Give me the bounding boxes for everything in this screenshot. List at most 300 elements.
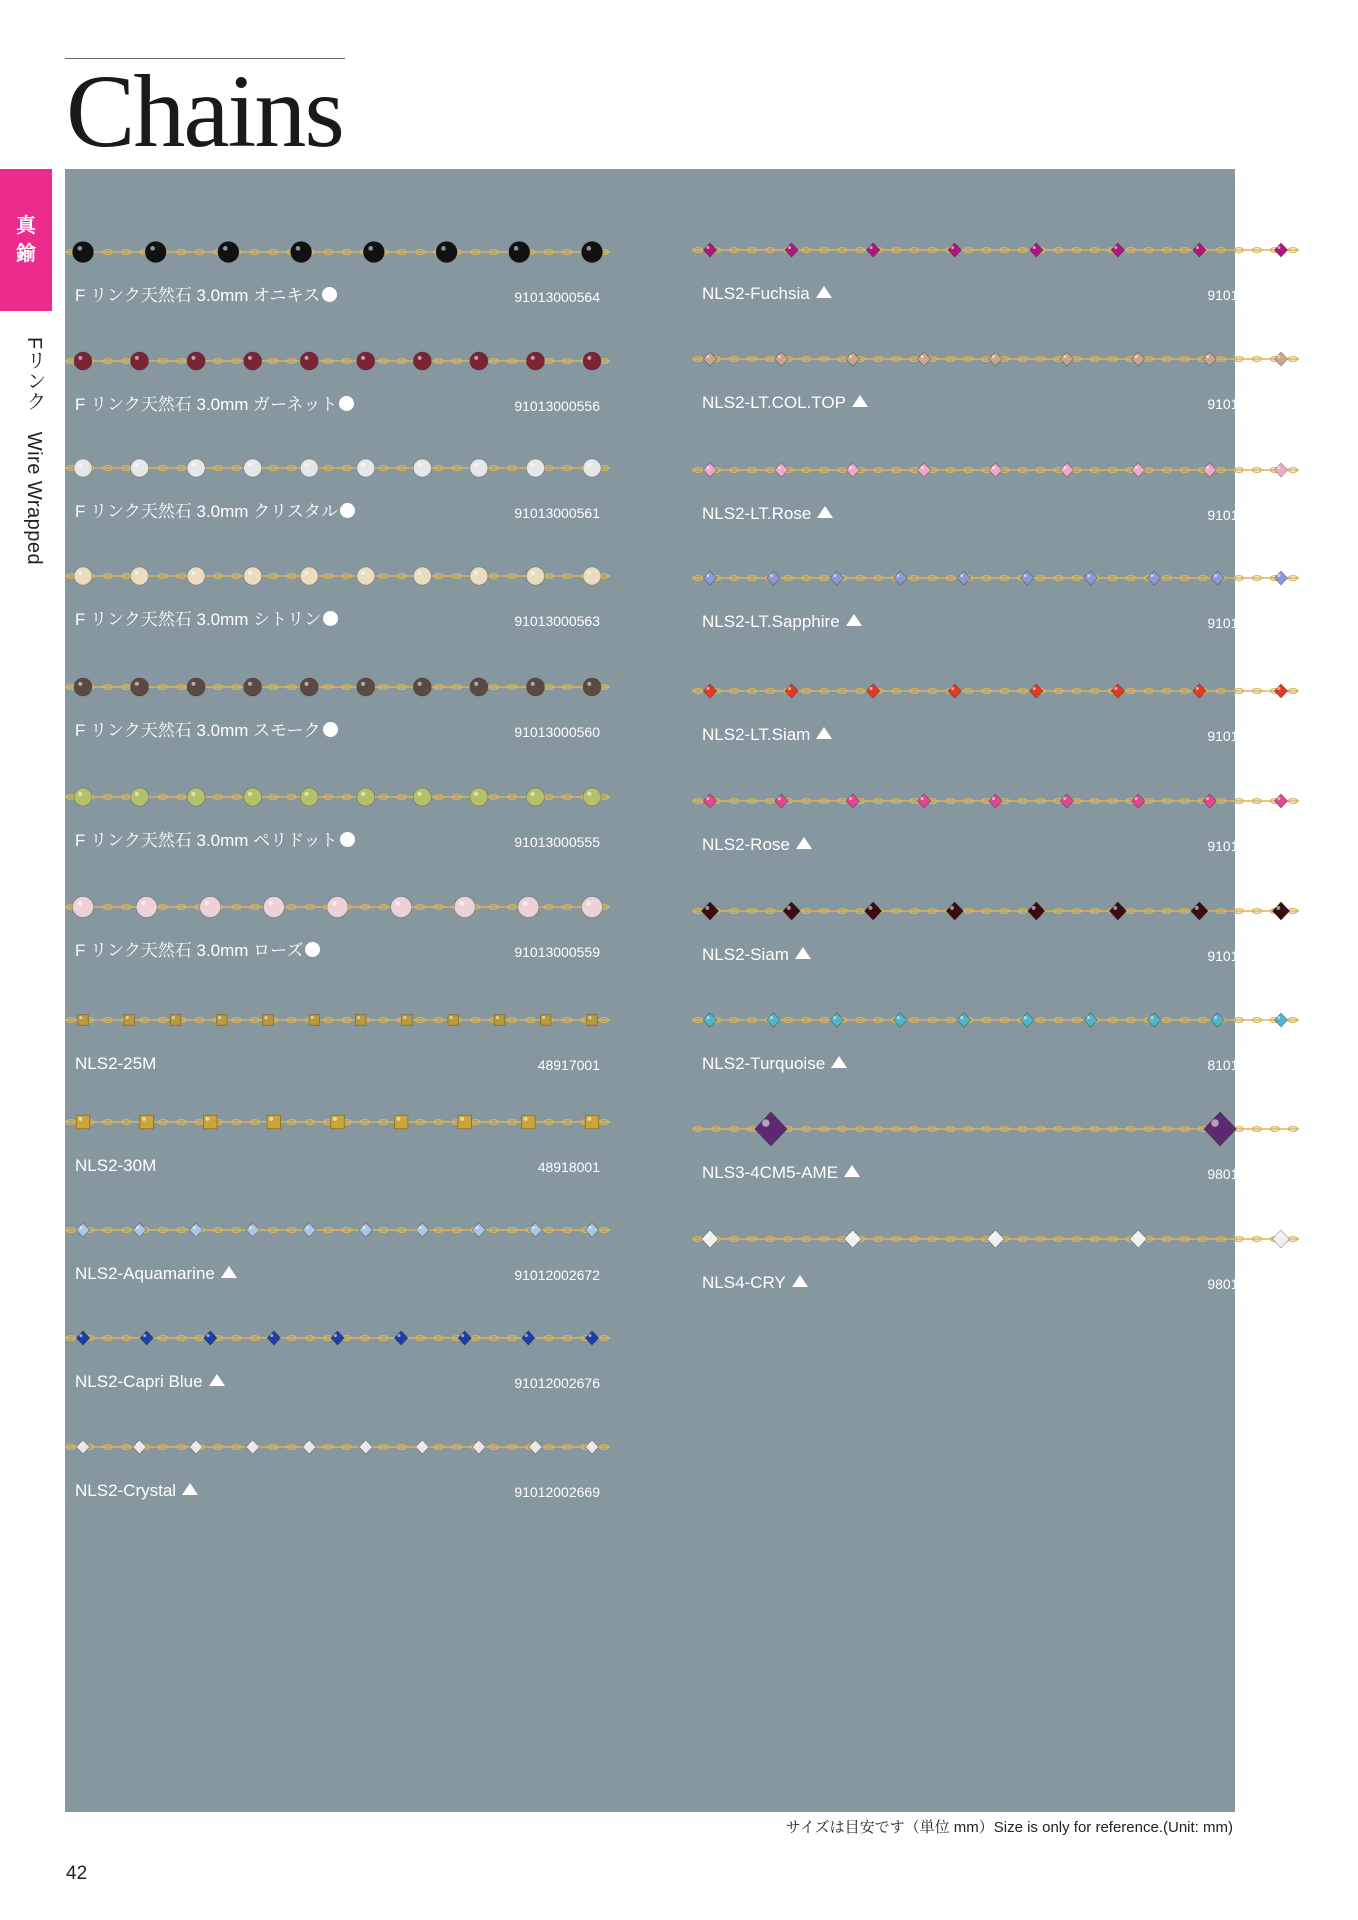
bead (1132, 794, 1145, 808)
bead-highlight (1114, 687, 1117, 690)
bead-highlight (191, 356, 195, 360)
product-code: 91012002687 (1207, 948, 1293, 964)
product-name (702, 610, 862, 634)
bead (470, 678, 488, 696)
bead (1084, 1013, 1097, 1027)
bead (359, 1223, 372, 1237)
bead (73, 897, 94, 918)
product-name-text: F リンク天然石 3.0mm クリスタル (75, 502, 338, 521)
product-code: 91012002683 (1207, 507, 1293, 523)
bead-highlight (588, 1334, 591, 1337)
bead-highlight (248, 792, 252, 796)
bead (76, 1440, 89, 1454)
bead-highlight (461, 1334, 464, 1337)
bead-highlight (849, 797, 852, 800)
page-number: 42 (66, 1863, 88, 1884)
bead-highlight (778, 355, 781, 358)
bead-highlight (587, 571, 591, 575)
bead-highlight (770, 574, 773, 577)
bead (357, 567, 375, 585)
bead (703, 243, 716, 257)
product-code: 48917001 (537, 1057, 600, 1073)
bead (140, 1115, 154, 1129)
product-name (702, 943, 811, 967)
bead-highlight (419, 1226, 422, 1229)
material-tab-char-2: 鍮 (16, 243, 36, 265)
bead (131, 459, 149, 477)
bead (917, 352, 930, 366)
bead-highlight (396, 901, 401, 906)
bead-highlight (396, 1117, 400, 1121)
bead-highlight (1277, 246, 1280, 249)
bead (509, 242, 530, 263)
bead-highlight (531, 463, 535, 467)
bead-highlight (1135, 355, 1138, 358)
product-item (65, 887, 610, 967)
bead (74, 459, 92, 477)
product-item (65, 1000, 610, 1080)
bead-highlight (78, 1117, 82, 1121)
bead-highlight (706, 574, 709, 577)
bead (204, 1115, 218, 1129)
chain-image (65, 448, 610, 488)
bead-highlight (588, 1016, 591, 1019)
product-name (75, 1262, 237, 1286)
product-name (75, 719, 338, 743)
bead-highlight (705, 1234, 709, 1238)
bead (413, 567, 431, 585)
bead-highlight (78, 682, 82, 686)
bead (1111, 684, 1124, 698)
white-triangle-icon (844, 1165, 860, 1177)
product-name (75, 608, 338, 632)
product-name-text: NLS4-CRY (702, 1273, 786, 1292)
bead-highlight (269, 1117, 273, 1121)
product-name-text: NLS2-25M (75, 1054, 157, 1073)
chain-image (65, 232, 610, 272)
product-item (692, 891, 1299, 971)
bead (189, 1223, 202, 1237)
bead-highlight (992, 355, 995, 358)
bead (1193, 684, 1206, 698)
bead (775, 463, 788, 477)
bead-highlight (142, 1117, 146, 1121)
bead (585, 1115, 599, 1129)
product-name (75, 1479, 198, 1503)
bead-highlight (1206, 355, 1209, 358)
product-name-text: F リンク天然石 3.0mm オニキス (75, 286, 321, 305)
bead-highlight (1196, 687, 1199, 690)
bead (331, 1331, 344, 1345)
bead (775, 352, 788, 366)
product-panel (65, 169, 1293, 1812)
white-triangle-icon (796, 837, 812, 849)
product-item (692, 671, 1299, 751)
bead-highlight (135, 571, 139, 575)
bead (540, 1015, 551, 1026)
bead-highlight (191, 571, 195, 575)
bead-highlight (1087, 574, 1090, 577)
bead (585, 1331, 598, 1345)
bead-highlight (1150, 1016, 1153, 1019)
bead-highlight (135, 682, 139, 686)
bead-highlight (306, 1226, 309, 1229)
bead-highlight (459, 901, 464, 906)
product-item (65, 1102, 610, 1182)
bead-highlight (418, 792, 422, 796)
bead (1084, 571, 1097, 585)
bead (458, 1331, 471, 1345)
bead-highlight (191, 463, 195, 467)
bead (74, 567, 92, 585)
bead-highlight (951, 246, 954, 249)
chain-image (692, 891, 1299, 931)
bead (846, 463, 859, 477)
bead-highlight (1032, 906, 1036, 910)
product-name-text: F リンク天然石 3.0mm スモーク (75, 721, 321, 740)
product-code: 91013000556 (514, 398, 600, 414)
bead-highlight (418, 682, 422, 686)
bead-highlight (531, 792, 535, 796)
bead-highlight (191, 792, 195, 796)
bead-highlight (218, 1016, 221, 1019)
white-triangle-icon (846, 614, 862, 626)
bead (246, 1440, 259, 1454)
bead (1274, 571, 1287, 585)
bead-highlight (79, 1226, 82, 1229)
bead-highlight (78, 246, 83, 251)
bead-highlight (833, 574, 836, 577)
bead (170, 1015, 181, 1026)
bead (755, 1112, 787, 1146)
bead-highlight (950, 906, 954, 910)
bead-highlight (587, 463, 591, 467)
product-code: 91012002672 (514, 1267, 600, 1283)
product-code: 91013000563 (514, 613, 600, 629)
product-item (692, 1219, 1299, 1299)
bead-highlight (305, 356, 309, 360)
bead (1203, 352, 1216, 366)
product-code: 91013000564 (514, 289, 600, 305)
product-name (702, 502, 833, 526)
bead-highlight (1276, 1234, 1280, 1238)
bead (494, 1015, 505, 1026)
bead (703, 571, 716, 585)
bead (187, 678, 205, 696)
bead (133, 1223, 146, 1237)
bead-highlight (588, 1443, 591, 1446)
bead (948, 684, 961, 698)
product-name (75, 1370, 225, 1394)
bead (300, 459, 318, 477)
bead-highlight (249, 1443, 252, 1446)
bead-highlight (992, 466, 995, 469)
bead-highlight (848, 1234, 852, 1238)
bead (526, 678, 544, 696)
bead (865, 902, 882, 920)
bead-highlight (441, 246, 446, 251)
bead (703, 1013, 716, 1027)
bead-highlight (1134, 1234, 1138, 1238)
bead (244, 459, 262, 477)
bead-highlight (532, 1226, 535, 1229)
bead (583, 459, 601, 477)
bead (436, 242, 457, 263)
product-name (702, 1271, 808, 1295)
bead-highlight (474, 682, 478, 686)
bead-highlight (207, 1334, 210, 1337)
product-name (75, 500, 355, 524)
bead (244, 352, 262, 370)
white-triangle-icon (182, 1483, 198, 1495)
product-name (702, 1052, 847, 1076)
product-name (702, 1161, 860, 1185)
product-code: 91013000560 (514, 724, 600, 740)
bead (989, 352, 1002, 366)
bead-highlight (192, 1226, 195, 1229)
bead (785, 243, 798, 257)
bead (1147, 571, 1160, 585)
bead-highlight (1063, 355, 1066, 358)
bead-highlight (79, 1443, 82, 1446)
bead (701, 1230, 718, 1248)
bead (267, 1115, 281, 1129)
bead-highlight (788, 687, 791, 690)
bead (413, 678, 431, 696)
bead-highlight (770, 1016, 773, 1019)
product-name-text: NLS2-Aquamarine (75, 1264, 215, 1283)
bead (866, 684, 879, 698)
product-code: 98018000010 (1207, 1166, 1293, 1182)
chain-image (692, 781, 1299, 821)
bead-highlight (305, 571, 309, 575)
bead-highlight (1277, 797, 1280, 800)
bead (74, 788, 92, 806)
bead (124, 1015, 135, 1026)
bead (187, 352, 205, 370)
chain-image (65, 1102, 610, 1142)
bead-highlight (475, 1443, 478, 1446)
bead-highlight (868, 906, 872, 910)
bead-highlight (474, 463, 478, 467)
material-tab-char-1: 真 (16, 215, 36, 237)
product-name-text: NLS2-LT.Rose (702, 504, 812, 523)
product-code: 98018000008 (1207, 1276, 1293, 1292)
bead-highlight (514, 246, 519, 251)
bead (136, 897, 157, 918)
bead-highlight (475, 1226, 478, 1229)
bead (767, 571, 780, 585)
bead (217, 1015, 228, 1026)
product-name-text: NLS2-Turquoise (702, 1054, 826, 1073)
white-triangle-icon (817, 506, 833, 518)
bead-highlight (1276, 906, 1280, 910)
bead (526, 788, 544, 806)
bead-highlight (361, 356, 365, 360)
bead (582, 897, 603, 918)
bead-highlight (305, 463, 309, 467)
bead (74, 678, 92, 696)
bead (470, 567, 488, 585)
bead (470, 352, 488, 370)
bead (76, 1223, 89, 1237)
white-circle-icon (305, 942, 320, 957)
chain-image (692, 558, 1299, 598)
bead (948, 243, 961, 257)
bead-highlight (248, 571, 252, 575)
bead-highlight (403, 1016, 406, 1019)
bead-highlight (920, 466, 923, 469)
product-code: 91013000555 (514, 834, 600, 850)
product-name (702, 723, 832, 747)
bead-highlight (311, 1016, 314, 1019)
product-code: 91012002686 (1207, 728, 1293, 744)
white-triangle-icon (831, 1056, 847, 1068)
bead-highlight (248, 356, 252, 360)
bead (703, 463, 716, 477)
bead (331, 1115, 345, 1129)
bead (1211, 571, 1224, 585)
product-name-text: F リンク天然石 3.0mm ペリドット (75, 831, 338, 850)
bead-highlight (706, 687, 709, 690)
bead (526, 459, 544, 477)
bead (355, 1015, 366, 1026)
bead (1274, 243, 1287, 257)
bead-highlight (778, 466, 781, 469)
bead (529, 1223, 542, 1237)
product-item (692, 339, 1299, 419)
product-code: 91012002673 (1207, 615, 1293, 631)
bead (585, 1223, 598, 1237)
bead-highlight (135, 792, 139, 796)
product-item (65, 341, 610, 421)
bead (394, 1115, 408, 1129)
bead-highlight (1211, 1119, 1218, 1126)
bead (74, 352, 92, 370)
bead-highlight (496, 1016, 499, 1019)
bead (583, 352, 601, 370)
bead (1147, 1013, 1160, 1027)
bead (327, 897, 348, 918)
product-code: 91012002669 (514, 1484, 600, 1500)
category-label: Fリンク Wire Wrapped (23, 337, 45, 566)
bead (1203, 794, 1216, 808)
white-triangle-icon (852, 395, 868, 407)
bead (518, 897, 539, 918)
bead (846, 352, 859, 366)
bead-highlight (991, 1234, 995, 1238)
bead-highlight (897, 574, 900, 577)
chain-image (692, 1109, 1299, 1149)
bead (529, 1440, 542, 1454)
bead-highlight (1114, 246, 1117, 249)
bead (303, 1440, 316, 1454)
bead-highlight (951, 687, 954, 690)
product-name-text: NLS2-LT.COL.TOP (702, 393, 846, 412)
bead-highlight (1196, 246, 1199, 249)
bead (263, 897, 284, 918)
chain-image (65, 556, 610, 596)
bead (701, 902, 718, 920)
white-circle-icon (323, 722, 338, 737)
bead-highlight (588, 1226, 591, 1229)
bead (522, 1115, 536, 1129)
bead-highlight (1277, 687, 1280, 690)
bead (357, 459, 375, 477)
bead-highlight (1135, 466, 1138, 469)
product-item (65, 232, 610, 312)
bead-highlight (418, 463, 422, 467)
product-item (692, 450, 1299, 530)
white-circle-icon (340, 503, 355, 518)
bead-highlight (1024, 574, 1027, 577)
bead-highlight (762, 1119, 769, 1126)
bead-highlight (1087, 1016, 1090, 1019)
bead-highlight (1024, 1016, 1027, 1019)
product-code: 91012002682 (1207, 396, 1293, 412)
bead (363, 242, 384, 263)
white-triangle-icon (792, 1275, 808, 1287)
bead-highlight (1113, 906, 1117, 910)
bead (394, 1331, 407, 1345)
bead (413, 459, 431, 477)
chain-image (692, 230, 1299, 270)
bead-highlight (150, 246, 155, 251)
product-name-text: NLS2-LT.Siam (702, 725, 811, 744)
bead (1021, 1013, 1034, 1027)
bead-highlight (248, 682, 252, 686)
bead-highlight (418, 356, 422, 360)
bead (244, 567, 262, 585)
bead-highlight (1033, 246, 1036, 249)
bead (1060, 794, 1073, 808)
bead (131, 352, 149, 370)
bead-highlight (135, 463, 139, 467)
product-name-text: F リンク天然石 3.0mm シトリン (75, 610, 322, 629)
bead-highlight (524, 1117, 528, 1121)
material-tab (0, 169, 52, 311)
bead (1274, 794, 1287, 808)
chain-image (65, 1000, 610, 1040)
bead (1109, 902, 1126, 920)
chain-image (65, 1210, 610, 1250)
product-item (692, 781, 1299, 861)
bead (1272, 902, 1289, 920)
product-code: 81017000152 (1207, 1057, 1293, 1073)
bead-highlight (361, 682, 365, 686)
bead (917, 794, 930, 808)
bead (309, 1015, 320, 1026)
product-item (65, 667, 610, 747)
bead-highlight (368, 246, 373, 251)
bead-highlight (523, 901, 528, 906)
bead-highlight (78, 901, 83, 906)
bead-highlight (787, 906, 791, 910)
product-name (702, 391, 868, 415)
bead (187, 788, 205, 806)
product-name (702, 833, 812, 857)
bead-highlight (474, 571, 478, 575)
bead (526, 352, 544, 370)
bead-highlight (79, 1016, 82, 1019)
bead (454, 897, 475, 918)
bead-highlight (172, 1016, 175, 1019)
bead-highlight (474, 792, 478, 796)
bead-highlight (361, 463, 365, 467)
bead-highlight (992, 797, 995, 800)
bead-highlight (706, 246, 709, 249)
bead (1132, 463, 1145, 477)
